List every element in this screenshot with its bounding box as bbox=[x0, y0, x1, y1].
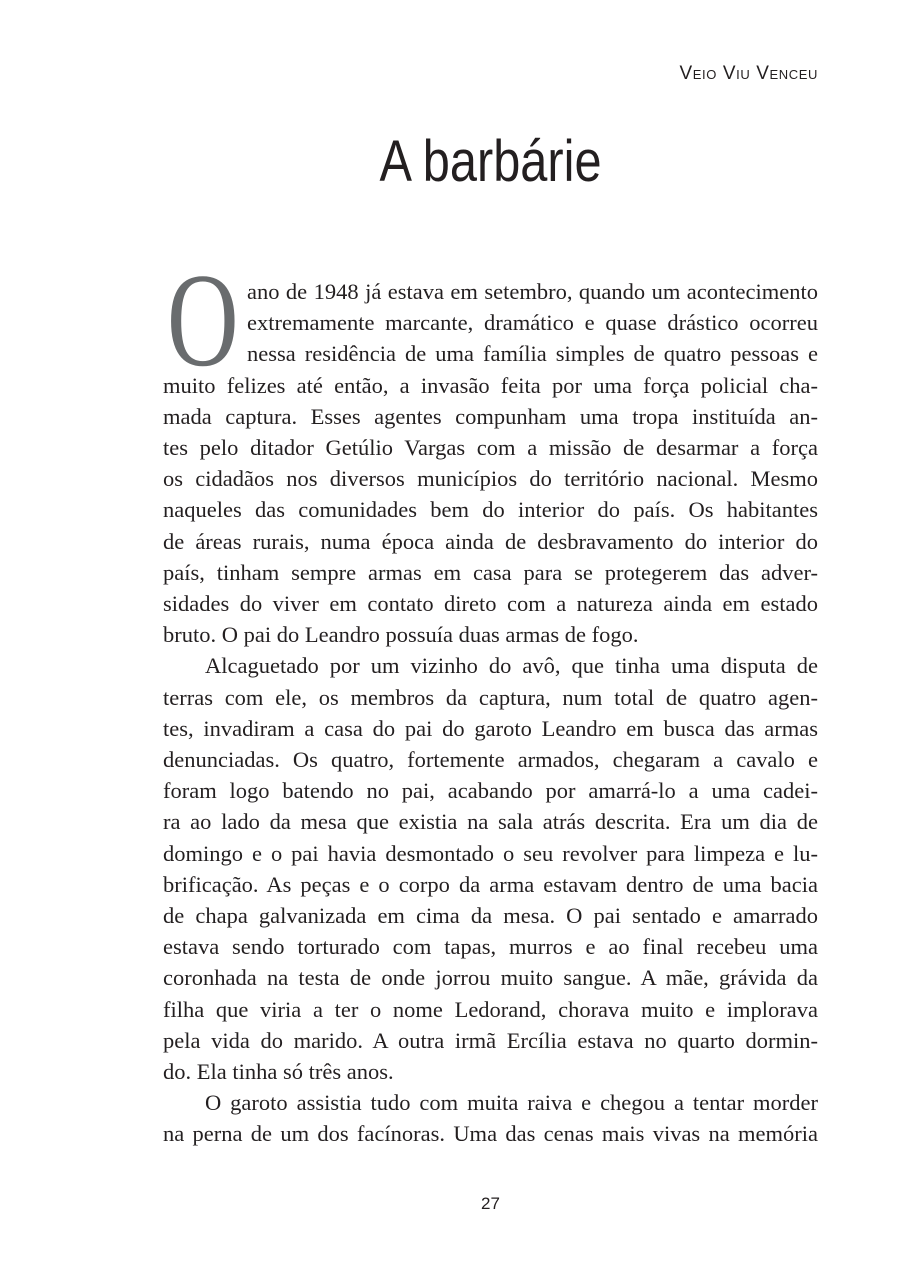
text-line: mada captura. Esses agentes compunham uma tropa instituída an- bbox=[163, 403, 818, 429]
text-line: ra ao lado da mesa que existia na sala atrás descrita. Era um dia de bbox=[163, 809, 818, 835]
text-line: coronhada na testa de onde jorrou muito sangue. A mãe, grávida da bbox=[163, 965, 818, 991]
text-line: de áreas rurais, numa época ainda de desbravamento do interior do bbox=[163, 528, 818, 554]
text-line: foram logo batendo no pai, acabando por amarrá-lo a uma cadei- bbox=[163, 778, 818, 804]
text-line: extremamente marcante, dramático e quase drástico ocorreu bbox=[247, 310, 818, 336]
text-line: ano de 1948 já estava em setembro, quando um acontecimento bbox=[247, 279, 818, 304]
text-line: naqueles das comunidades bem do interior do país. Os habitantes bbox=[163, 497, 818, 523]
page-number: 27 bbox=[481, 1194, 500, 1213]
running-header: Veio Viu Venceu bbox=[679, 63, 818, 84]
text-line: estava sendo torturado com tapas, murros e ao final recebeu uma bbox=[163, 934, 818, 960]
drop-cap-letter: O bbox=[167, 246, 239, 394]
text-line: Alcaguetado por um vizinho do avô, que tinha uma disputa de bbox=[205, 653, 818, 679]
text-line: na perna de um dos facínoras. Uma das cenas mais vivas na memória bbox=[163, 1121, 818, 1147]
text-line: filha que viria a ter o nome Ledorand, chorava muito e implorava bbox=[163, 996, 818, 1022]
text-line: bruto. O pai do Leandro possuía duas armas de fogo. bbox=[163, 622, 639, 648]
text-line: O garoto assistia tudo com muita raiva e chegou a tentar morder bbox=[205, 1090, 818, 1116]
text-line: nessa residência de uma família simples de quatro pessoas e bbox=[247, 341, 818, 367]
text-line: país, tinham sempre armas em casa para se protegerem das adver- bbox=[163, 559, 818, 585]
paragraph bbox=[163, 276, 818, 650]
paragraph bbox=[163, 650, 818, 1087]
drop-cap-container bbox=[163, 246, 247, 394]
text-line: sidades do viver em contato direto com a natureza ainda em estado bbox=[163, 591, 818, 617]
text-line: de chapa galvanizada em cima da mesa. O pai sentado e amarrado bbox=[163, 903, 818, 929]
text-line: tes pelo ditador Getúlio Vargas com a missão de desarmar a força bbox=[163, 435, 818, 461]
text-line: tes, invadiram a casa do pai do garoto Leandro em busca das armas bbox=[163, 715, 818, 741]
text-line: domingo e o pai havia desmontado o seu revolver para limpeza e lu- bbox=[163, 840, 818, 866]
text-line: denunciadas. Os quatro, fortemente armados, chegaram a cavalo e bbox=[163, 747, 818, 773]
chapter-title: A barbárie bbox=[379, 128, 602, 194]
text-line: muito felizes até então, a invasão feita por uma força policial cha- bbox=[163, 372, 818, 398]
text-line: terras com ele, os membros da captura, num total de quatro agen- bbox=[163, 684, 818, 710]
text-line: do. Ela tinha só três anos. bbox=[163, 1059, 394, 1085]
text-line: pela vida do marido. A outra irmã Ercília estava no quarto dormin- bbox=[163, 1027, 818, 1053]
paragraph bbox=[163, 1087, 818, 1149]
body-text bbox=[163, 246, 818, 1150]
text-line: os cidadãos nos diversos municípios do território nacional. Mesmo bbox=[163, 466, 818, 492]
paragraphs-container bbox=[163, 276, 818, 1150]
text-line: brificação. As peças e o corpo da arma estavam dentro de uma bacia bbox=[163, 871, 818, 897]
